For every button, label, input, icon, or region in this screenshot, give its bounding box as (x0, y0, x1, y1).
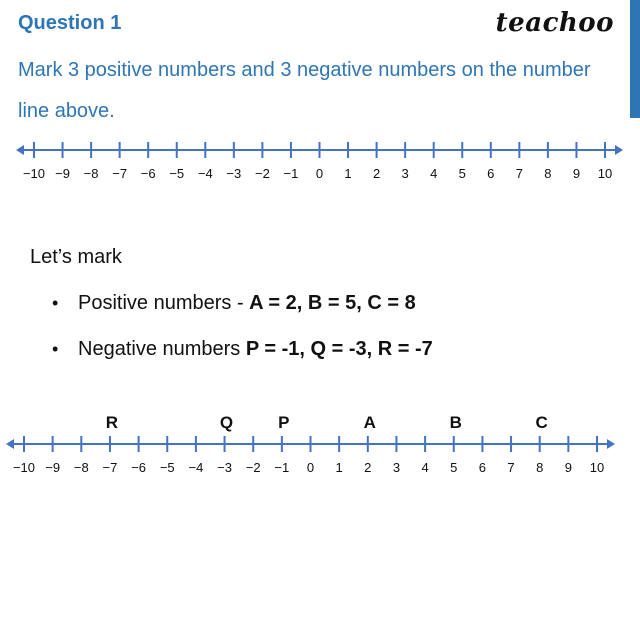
tick-label: −5 (169, 166, 185, 181)
tick-label: −3 (226, 166, 242, 181)
tick-label: 6 (478, 460, 487, 475)
tick-label: 9 (564, 460, 572, 475)
tick-label: −7 (102, 460, 118, 475)
point-label-c: C (535, 413, 548, 432)
tick-label: 2 (364, 460, 372, 475)
tick-label: 0 (315, 166, 324, 181)
tick-label: 5 (450, 460, 458, 475)
answer-intro: Let’s mark (30, 246, 122, 268)
tick-label: −6 (131, 460, 147, 475)
number-line-top (0, 136, 640, 186)
positive-prefix: Positive numbers - (78, 292, 250, 314)
tick-label: 8 (536, 460, 544, 475)
negative-values: P = -1, Q = -3, R = -7 (245, 338, 433, 360)
tick-label: 1 (344, 166, 352, 181)
tick-label: 1 (335, 460, 343, 475)
tick-label: 6 (487, 166, 495, 181)
tick-label: 10 (597, 166, 613, 181)
tick-label: 2 (372, 166, 381, 181)
tick-label: −9 (45, 460, 61, 475)
tick-label: −4 (188, 460, 204, 475)
tick-label: 3 (401, 166, 409, 181)
tick-label: −5 (159, 460, 175, 475)
answer-list (52, 288, 433, 380)
tick-label: −10 (12, 460, 36, 475)
tick-label: −7 (112, 166, 128, 181)
tick-label: 9 (572, 166, 581, 181)
arrow-left-icon (16, 145, 24, 155)
tick-label: 4 (421, 460, 429, 475)
tick-label: 10 (589, 460, 605, 475)
tick-label: 8 (544, 166, 552, 181)
question-title: Question 1 (18, 12, 122, 34)
bullet-icon: • (52, 339, 59, 359)
point-label-q: Q (219, 413, 234, 432)
tick-label: −8 (83, 166, 99, 181)
point-label-a: A (363, 413, 376, 432)
bullet-icon: • (52, 293, 59, 313)
tick-label: −1 (283, 166, 299, 181)
tick-label: 0 (306, 460, 315, 475)
tick-label: 4 (430, 166, 438, 181)
arrow-left-icon (6, 439, 14, 449)
arrow-right-icon (615, 145, 623, 155)
tick-label: −8 (73, 460, 89, 475)
tick-label: −1 (274, 460, 290, 475)
tick-label: 7 (515, 166, 523, 181)
point-label-r: R (105, 413, 119, 432)
tick-label: 3 (392, 460, 401, 475)
point-label-b: B (449, 413, 462, 432)
accent-bar (630, 0, 640, 118)
question-text: Mark 3 positive numbers and 3 negative numbers on the number line above. (18, 59, 591, 122)
tick-label: −3 (217, 460, 232, 475)
negative-prefix: Negative numbers (78, 338, 246, 360)
arrow-right-icon (607, 439, 615, 449)
point-label-p: P (278, 413, 290, 432)
tick-label: −4 (197, 166, 213, 181)
brand-logo: teachoo (495, 8, 614, 38)
tick-label: −2 (254, 166, 270, 181)
number-line-bottom (0, 404, 640, 504)
positive-values: A = 2, B = 5, C = 8 (249, 292, 416, 314)
tick-label: −10 (22, 166, 46, 181)
tick-label: −9 (55, 166, 70, 181)
tick-label: 7 (507, 460, 515, 475)
negative-numbers-item (52, 334, 433, 380)
positive-numbers-item (52, 288, 433, 334)
tick-label: −6 (140, 166, 156, 181)
tick-label: −2 (245, 460, 261, 475)
tick-label: 5 (458, 166, 466, 181)
